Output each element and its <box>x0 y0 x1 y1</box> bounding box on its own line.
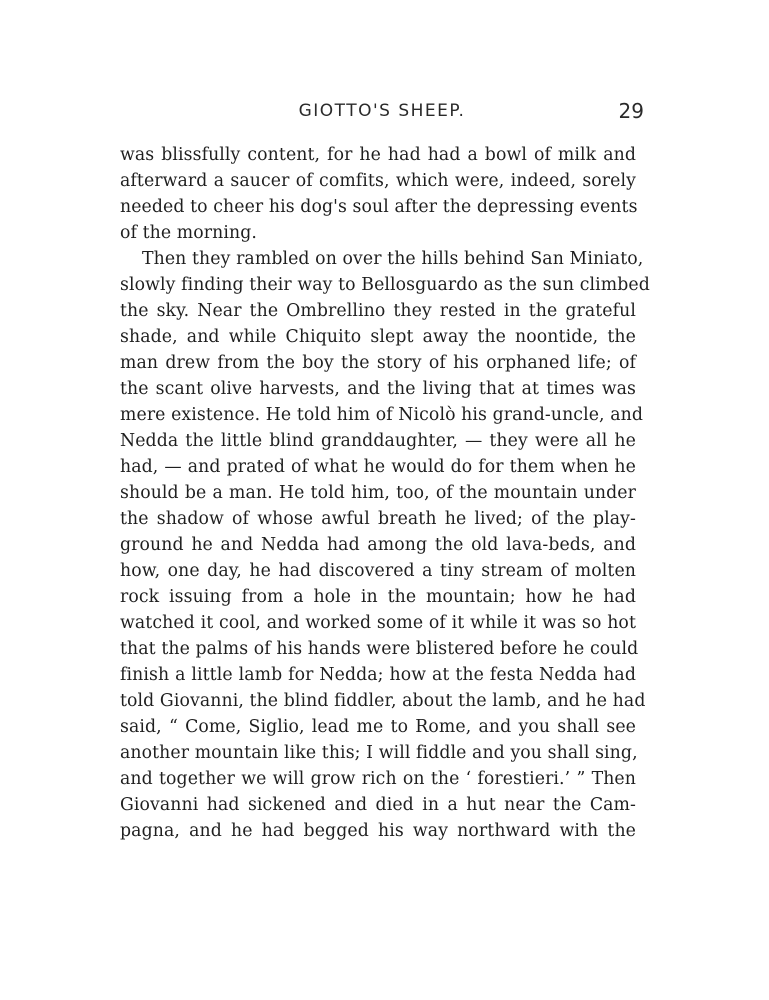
text-line: shade, and while Chiquito slept away the noontide, the <box>120 327 636 347</box>
text-line: pagna, and he had begged his way northward with the <box>120 821 636 841</box>
page-number: 29 <box>618 99 644 123</box>
text-line: ground he and Nedda had among the old lava-beds, and <box>120 535 636 555</box>
text-line: was blissfully content, for he had had a bowl of milk and <box>120 145 636 165</box>
running-title: GIOTTO'S SHEEP. <box>298 101 466 121</box>
text-line: should be a man. He told him, too, of the mountain under <box>120 483 636 503</box>
text-line: afterward a saucer of comfits, which were, indeed, sorely <box>120 171 636 191</box>
text-line: had, — and prated of what he would do for them when he <box>120 457 636 477</box>
text-line: another mountain like this; I will fiddle and you shall sing, <box>120 743 638 763</box>
text-line: Nedda the little blind granddaughter, — they were all he <box>120 431 636 451</box>
text-line: the shadow of whose awful breath he lived; of the play- <box>120 509 636 529</box>
text-line: watched it cool, and worked some of it while it was so hot <box>120 613 636 633</box>
text-line: said, “ Come, Siglio, lead me to Rome, and you shall see <box>120 717 636 737</box>
text-line: and together we will grow rich on the ‘ forestieri.’ ” Then <box>120 769 636 789</box>
text-line: told Giovanni, the blind fiddler, about the lamb, and he had <box>120 691 646 711</box>
text-line: Giovanni had sickened and died in a hut near the Cam- <box>120 795 636 815</box>
text-line: of the morning. <box>120 223 257 243</box>
text-line: rock issuing from a hole in the mountain; how he had <box>120 587 636 607</box>
text-line: needed to cheer his dog's soul after the depressing events <box>120 197 638 217</box>
body-text <box>120 142 650 844</box>
text-line: Then they rambled on over the hills behind San Miniato, <box>142 249 644 269</box>
text-line: the scant olive harvests, and the living that at times was <box>120 379 636 399</box>
text-line: finish a little lamb for Nedda; how at the festa Nedda had <box>120 665 636 685</box>
text-line: how, one day, he had discovered a tiny stream of molten <box>120 561 636 581</box>
text-line: mere existence. He told him of Nicolò his grand-uncle, and <box>120 405 644 425</box>
text-line: slowly finding their way to Bellosguardo as the sun climbed <box>120 275 650 295</box>
text-line: the sky. Near the Ombrellino they rested in the grateful <box>120 301 636 321</box>
text-line: man drew from the boy the story of his orphaned life; of <box>120 353 636 373</box>
running-head <box>120 96 644 126</box>
text-line: that the palms of his hands were blistered before he could <box>120 639 639 659</box>
